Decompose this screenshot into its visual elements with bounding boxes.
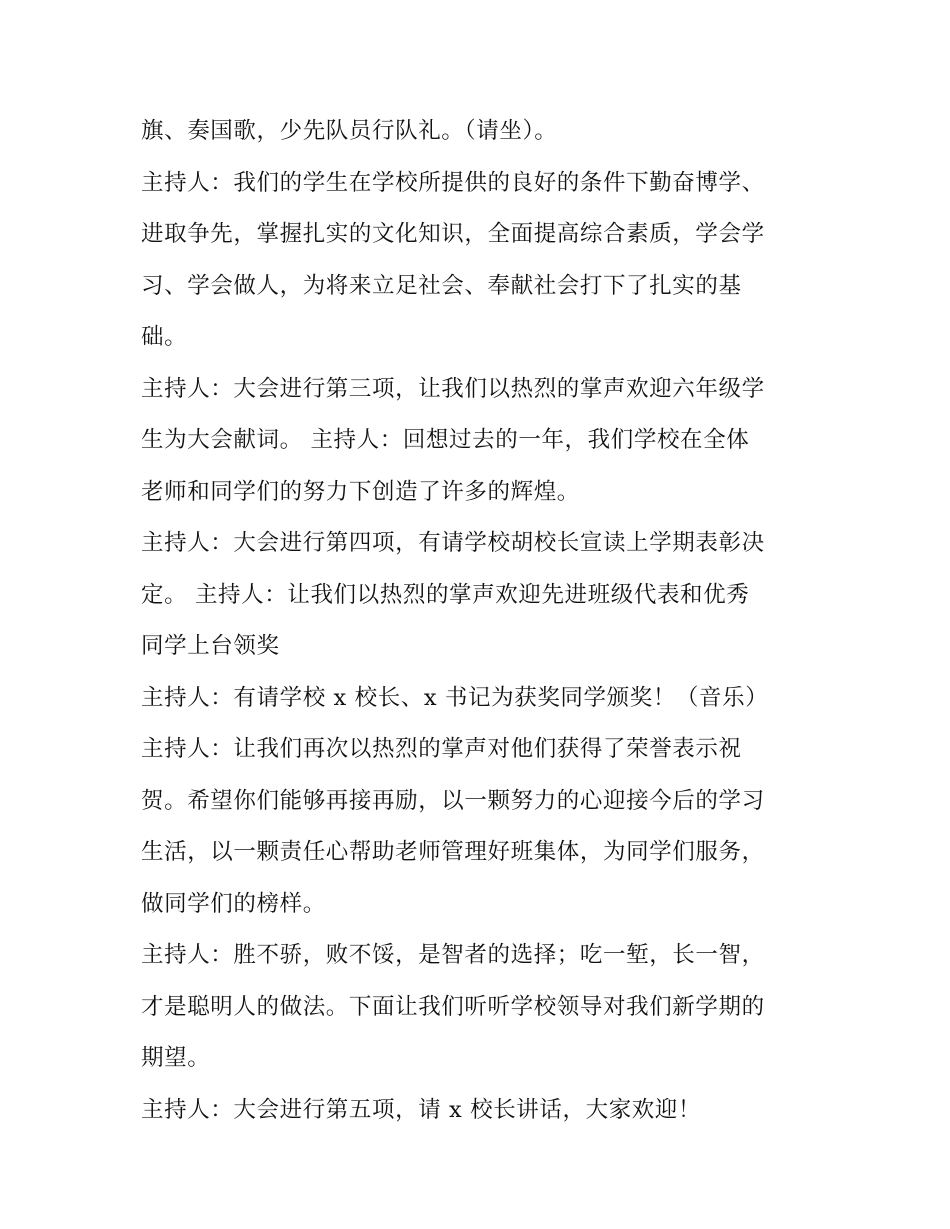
text-line-6: 主持人：大会进行第三项，让我们以热烈的掌声欢迎六年级学 (141, 375, 765, 402)
document-body (141, 106, 831, 1136)
text-line-15: 生活，以一颗责任心帮助老师管理好班集体，为同学们服务， (141, 839, 765, 865)
text-line-17: 主持人：胜不骄，败不馁，是智者的选择；吃一堑，长一智， (141, 942, 765, 968)
text-line-2: 主持人：我们的学生在学校所提供的良好的条件下勤奋博学、 (141, 169, 765, 196)
text-line-12: 主持人：有请学校 x 校长、x 书记为获奖同学颁奖！（音乐） (141, 684, 769, 711)
text-line-19: 期望。 (141, 1045, 211, 1071)
text-line-11: 同学上台领奖 (141, 633, 280, 659)
text-line-14: 贺。希望你们能够再接再励，以一颗努力的心迎接今后的学习 (141, 787, 765, 814)
text-line-20: 主持人：大会进行第五项，请 x 校长讲话，大家欢迎！ (141, 1096, 702, 1123)
text-line-1: 旗、奏国歌，少先队员行队礼。（请坐）。 (141, 118, 558, 144)
text-line-5: 础。 (141, 324, 188, 350)
text-line-3: 进取争先，掌握扎实的文化知识，全面提高综合素质，学会学 (141, 221, 765, 247)
text-line-18: 才是聪明人的做法。下面让我们听听学校领导对我们新学期的 (141, 993, 765, 1020)
text-line-9: 主持人：大会进行第四项，有请学校胡校长宣读上学期表彰决 (141, 530, 765, 556)
text-line-4: 习、学会做人，为将来立足社会、奉献社会打下了扎实的基 (141, 272, 742, 299)
text-line-10: 定。 主持人：让我们以热烈的掌声欢迎先进班级代表和优秀 (141, 581, 750, 608)
text-line-13: 主持人：让我们再次以热烈的掌声对他们获得了荣誉表示祝 (141, 736, 742, 762)
text-line-7: 生为大会献词。 主持人：回想过去的一年，我们学校在全体 (141, 427, 750, 453)
text-line-8: 老师和同学们的努力下创造了许多的辉煌。 (141, 478, 580, 505)
text-line-16: 做同学们的榜样。 (141, 890, 326, 917)
